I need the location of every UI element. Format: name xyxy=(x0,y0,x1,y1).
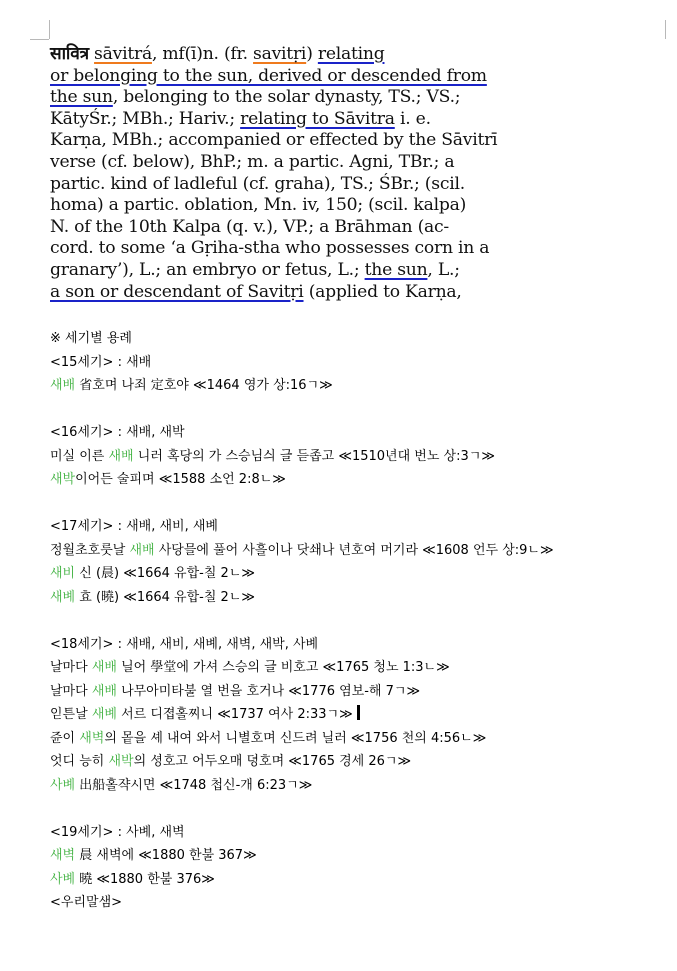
text-run: 曉 ≪1880 한불 376≫ xyxy=(75,871,215,887)
text-line xyxy=(50,539,670,563)
text-line xyxy=(50,868,670,892)
underlined-text: savitṛi xyxy=(253,44,307,64)
text-run: homa) a partic. oblation, Mn. iv, 150; (scil. kalpa) xyxy=(50,195,467,216)
highlighted-word: 새박 xyxy=(50,472,76,487)
text-run: 니러 혹당의 가 스승님싀 글 듣좁고 ≪1510년대 번노 상:3ㄱ≫ xyxy=(133,448,495,464)
dict-line xyxy=(50,130,498,152)
text-run: i. e. xyxy=(394,108,431,129)
underlined-text: the sun xyxy=(364,259,428,280)
text-line xyxy=(50,680,670,704)
dict-line xyxy=(50,109,480,131)
text-run: 엇디 능히 xyxy=(50,754,109,769)
crop-mark-top-left-vertical xyxy=(49,20,50,39)
dict-line xyxy=(50,217,480,239)
text-line xyxy=(50,468,670,492)
dict-line xyxy=(50,260,480,282)
text-run: 서르 디졉홀찌니 ≪1737 여사 2:33ㄱ≫ xyxy=(116,707,353,722)
text-line xyxy=(50,844,670,868)
text-line xyxy=(50,351,670,375)
blank-line xyxy=(50,492,670,516)
text-run: 사당믈에 풀어 사흘이나 닷쇄나 년호여 머기라 ≪1608 언두 상:9ㄴ≫ xyxy=(154,542,554,558)
text-run: (applied to Karṇa, xyxy=(303,281,462,302)
text-run: 이어든 술피며 ≪1588 소언 2:8ㄴ≫ xyxy=(75,472,286,487)
highlighted-word: 새배 xyxy=(129,542,155,558)
dict-line xyxy=(50,44,480,66)
underlined-text: a son or descendant of Savitṛi xyxy=(50,281,304,302)
crop-mark-top-left xyxy=(30,39,49,40)
text-line xyxy=(50,891,670,915)
highlighted-word: 새볘 xyxy=(50,589,76,605)
highlighted-word: 새벽 xyxy=(79,730,105,746)
text-line xyxy=(50,327,670,351)
text-cursor xyxy=(357,705,360,720)
dict-line xyxy=(50,65,487,88)
text-run: )n. (fr. xyxy=(196,44,254,64)
dictionary-entry-image xyxy=(50,44,498,303)
text-run: , belonging to the solar dynasty, TS.; VS.; xyxy=(112,87,461,108)
highlighted-word: 새볘 xyxy=(91,707,117,722)
underlined-text: relating to Sāvitra xyxy=(240,108,395,129)
text-run: 효 (曉) ≪1664 유합-칠 2ㄴ≫ xyxy=(75,589,255,605)
text-run: partic. kind of ladleful (cf. graha), TS.; ŚBr.; (scil. xyxy=(50,173,465,194)
text-run: granary’), L.; an embryo or fetus, L.; xyxy=(50,259,365,280)
text-run: 닐어 學堂에 가셔 스승의 글 비호고 ≪1765 청노 1:3ㄴ≫ xyxy=(116,660,450,675)
highlighted-word: 새비 xyxy=(50,566,76,581)
text-run: 미실 이른 xyxy=(50,448,109,464)
dict-line xyxy=(50,87,480,109)
text-line xyxy=(50,374,670,398)
text-line xyxy=(50,421,670,445)
dict-line xyxy=(50,282,480,304)
text-line xyxy=(50,586,670,610)
highlighted-word: 새벽 xyxy=(50,848,76,863)
text-run: 의 뫁을 셰 내여 와서 니별호며 신드려 닐러 ≪1756 천의 4:56ㄴ≫ xyxy=(104,730,487,746)
text-run: cord. to some ‘a Gṛiha-stha who possesses corn in a xyxy=(50,238,490,259)
highlighted-word: 새배 xyxy=(50,378,76,393)
crop-mark-top-right xyxy=(665,20,666,39)
text-run: 出船홀쟉시면 ≪1748 첩신-개 6:23ㄱ≫ xyxy=(75,777,313,793)
text-run: <19세기> : 사볘, 새벽 xyxy=(50,824,185,840)
text-run: Karṇa, MBh.; accompanied or effected by the Sāvitrī xyxy=(50,130,498,151)
text-run: N. of the 10th Kalpa (q. v.), VP.; a Brāhman (ac- xyxy=(50,216,449,237)
text-line xyxy=(50,656,670,680)
text-line xyxy=(50,821,670,845)
text-run: KātyŚr.; MBh.; Hariv.; xyxy=(50,108,241,129)
underlined-text: or belonging to the sun, derived or descended from xyxy=(50,65,487,86)
text-run: <15세기> : 새배 xyxy=(50,354,152,370)
highlighted-word: 새박 xyxy=(108,754,134,769)
text-run: <17세기> : 새배, 새비, 새볘 xyxy=(50,519,218,534)
text-run: 省호며 나죄 定호야 ≪1464 영가 상:16ㄱ≫ xyxy=(75,378,333,393)
text-run: 쥰이 xyxy=(50,730,80,746)
text-line xyxy=(50,515,670,539)
dict-line xyxy=(50,152,480,174)
text-line xyxy=(50,633,670,657)
text-line xyxy=(50,703,670,727)
highlighted-word: 새배 xyxy=(91,683,117,699)
highlighted-word: 사볘 xyxy=(50,777,76,793)
underlined-text: sāvitrá xyxy=(94,44,152,64)
dict-line xyxy=(50,238,490,260)
highlighted-word: 사볘 xyxy=(50,871,76,887)
text-line xyxy=(50,774,670,798)
text-run: verse (cf. below), BhP.; m. a partic. Agni, TBr.; a xyxy=(50,151,455,172)
text-run: <우리말샘> xyxy=(50,895,123,910)
text-run: 읻튼날 xyxy=(50,707,92,722)
text-run: 날마다 xyxy=(50,660,92,675)
text-line xyxy=(50,445,670,469)
usage-examples-text xyxy=(50,327,670,915)
highlighted-word: 새배 xyxy=(108,448,134,464)
text-run: 날마다 xyxy=(50,683,92,699)
text-line xyxy=(50,562,670,586)
text-run: <16세기> : 새배, 새박 xyxy=(50,425,185,440)
text-run: 晨 새벽에 ≪1880 한불 367≫ xyxy=(75,848,257,863)
text-run: ※ 세기별 용례 xyxy=(50,331,132,346)
dict-line xyxy=(50,174,480,196)
text-run: <18세기> : 새배, 새비, 새볘, 새벽, 새박, 사볘 xyxy=(50,636,319,652)
dict-line xyxy=(50,195,480,217)
text-run: 나무아미타불 열 번을 호거나 ≪1776 염보-해 7ㄱ≫ xyxy=(116,683,421,699)
underlined-text: relating xyxy=(317,44,385,64)
text-run: ī xyxy=(191,44,197,64)
text-line xyxy=(50,727,670,751)
text-run: , mf( xyxy=(151,44,191,64)
text-run: 신 (晨) ≪1664 유합-칠 2ㄴ≫ xyxy=(75,566,255,581)
text-run: , L.; xyxy=(427,259,460,280)
text-run: 정월초호룻날 xyxy=(50,542,130,558)
blank-line xyxy=(50,609,670,633)
blank-line xyxy=(50,797,670,821)
underlined-text: सावित्र xyxy=(50,44,89,64)
highlighted-word: 새배 xyxy=(91,660,117,675)
blank-line xyxy=(50,398,670,422)
text-run: ) xyxy=(306,44,318,64)
text-line xyxy=(50,750,670,774)
underlined-text: the sun xyxy=(50,87,113,108)
text-run: 의 셩호고 어두오매 뎡호며 ≪1765 경세 26ㄱ≫ xyxy=(133,754,412,769)
